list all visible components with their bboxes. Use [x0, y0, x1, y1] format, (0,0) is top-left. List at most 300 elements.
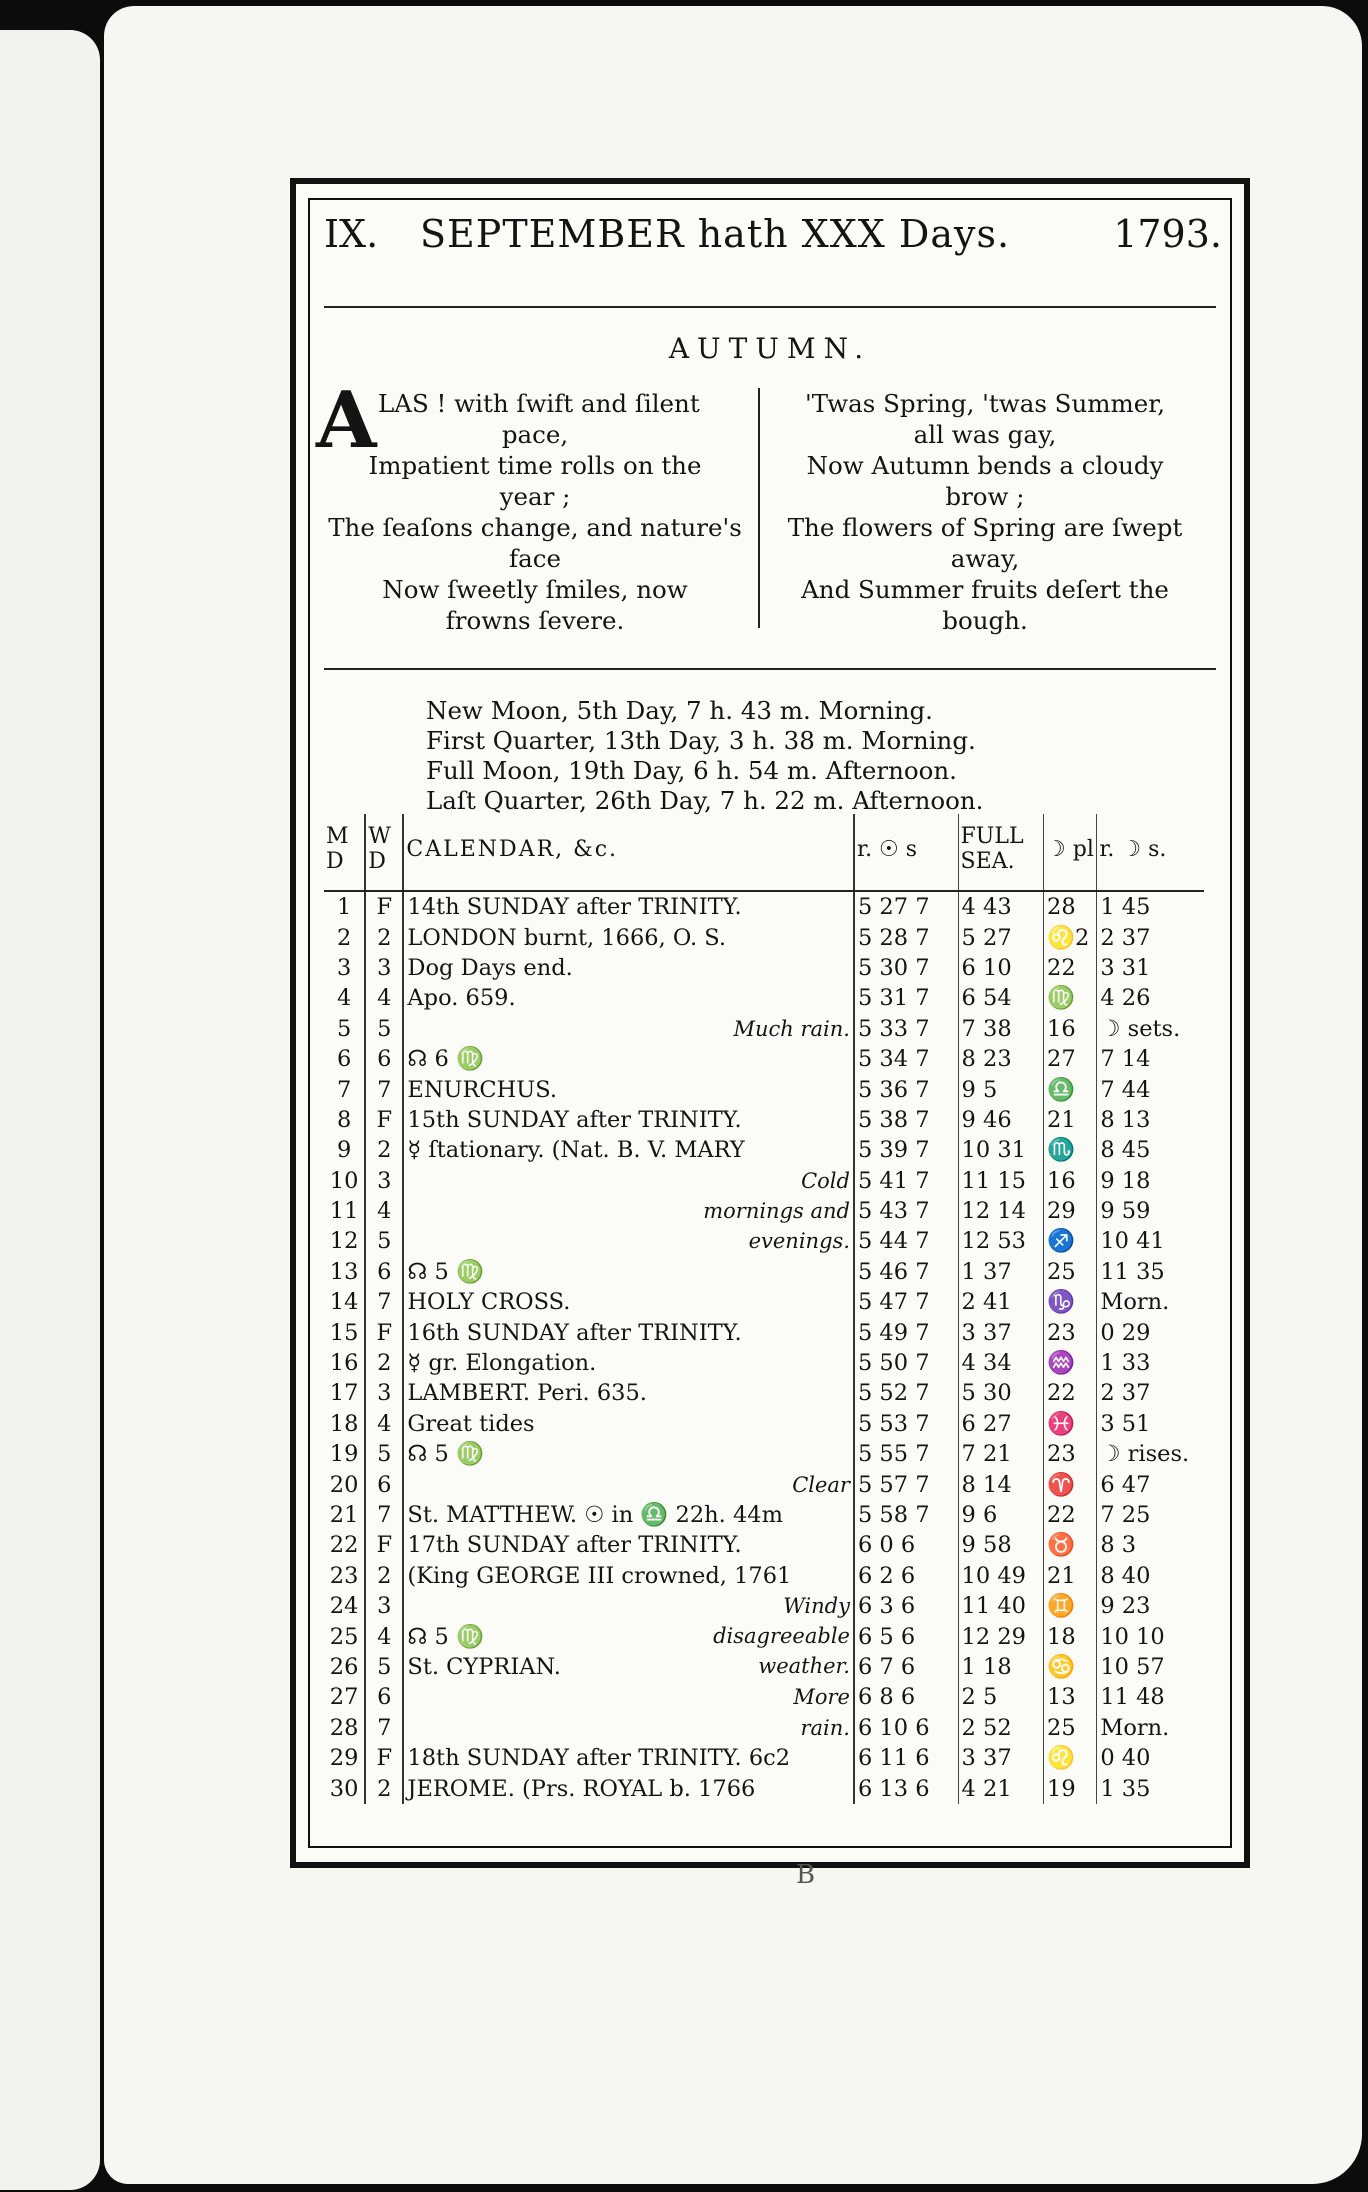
- table-row: [324, 1439, 1204, 1469]
- calendar-entry-cell: [403, 1621, 854, 1651]
- moon-rise-set-cell: 4 26: [1100, 985, 1151, 1012]
- month-day-cell: 20: [324, 1469, 365, 1499]
- sun-rise-set-cell: 5 52 7: [854, 1378, 958, 1408]
- table-row: [324, 983, 1204, 1013]
- sun-rise-set-cell: 5 58 7: [854, 1500, 958, 1530]
- calendar-text: 17th SUNDAY after TRINITY.: [407, 1532, 742, 1559]
- table-row: [324, 1014, 1204, 1044]
- moon-place-cell: ♐: [1044, 1226, 1097, 1256]
- poem-right-line: brow ;: [945, 482, 1025, 511]
- calendar-entry-cell: [403, 922, 854, 952]
- calendar-table: [324, 814, 1204, 1804]
- almanac-page: [104, 6, 1362, 2184]
- calendar-text: LAMBERT. Peri. 635.: [407, 1380, 647, 1407]
- moon-rise-set-cell: ☽ sets.: [1100, 1015, 1181, 1042]
- week-day-cell: 3: [365, 1166, 403, 1196]
- sun-rise-set-cell: 6 10 6: [854, 1713, 958, 1743]
- week-day-cell: F: [365, 891, 403, 922]
- week-day-cell: 6: [365, 1682, 403, 1712]
- sun-rise-set-cell: 5 47 7: [854, 1287, 958, 1317]
- moon-place-cell: ♋: [1044, 1652, 1097, 1682]
- table-row: [324, 1196, 1204, 1226]
- month-number: IX.: [324, 212, 379, 256]
- table-header-row: [324, 814, 1204, 891]
- calendar-entry-cell: [403, 1409, 854, 1439]
- moon-rise-set-cell: 2 37: [1100, 1380, 1151, 1407]
- sun-rise-set-cell: 5 34 7: [854, 1044, 958, 1074]
- month-day-cell: 18: [324, 1409, 365, 1439]
- calendar-entry-cell: [403, 1500, 854, 1530]
- full-sea-cell: 3 37: [958, 1317, 1043, 1347]
- weather-note: evenings.: [748, 1229, 850, 1254]
- moon-place-cell: 23: [1044, 1439, 1097, 1469]
- table-row: [324, 1317, 1204, 1347]
- week-day-cell: 2: [365, 1135, 403, 1165]
- sun-rise-set-cell: 6 8 6: [854, 1682, 958, 1712]
- month-day-cell: 23: [324, 1561, 365, 1591]
- calendar-entry-cell: [403, 1713, 854, 1743]
- full-sea-cell: 2 52: [958, 1713, 1043, 1743]
- poem-dropcap: A: [316, 375, 377, 466]
- full-sea-cell: 9 46: [958, 1105, 1043, 1135]
- poem-right-line: The flowers of Spring are ſwept: [787, 513, 1183, 542]
- calendar-entry-cell: [403, 1105, 854, 1135]
- moon-rise-set-cell: 0 40: [1100, 1745, 1151, 1772]
- month-day-cell: 7: [324, 1074, 365, 1104]
- sun-rise-set-cell: 5 38 7: [854, 1105, 958, 1135]
- full-sea-cell: 8 14: [958, 1469, 1043, 1499]
- calendar-text: ☊ 6 ♍: [407, 1046, 485, 1073]
- calendar-body: [324, 891, 1204, 1804]
- poem-left-line: pace,: [501, 420, 569, 449]
- year: 1793.: [1113, 212, 1222, 256]
- sun-rise-set-cell: 5 43 7: [854, 1196, 958, 1226]
- sun-rise-set-cell: 5 41 7: [854, 1166, 958, 1196]
- full-sea-cell: 1 37: [958, 1257, 1043, 1287]
- full-sea-cell: 6 10: [958, 953, 1043, 983]
- full-sea-cell: 5 30: [958, 1378, 1043, 1408]
- month-day-cell: 14: [324, 1287, 365, 1317]
- header-calendar: CALENDAR, &c.: [403, 814, 854, 891]
- month-day-cell: 29: [324, 1743, 365, 1773]
- month-day-cell: 2: [324, 922, 365, 952]
- moon-place-cell: ♌: [1044, 1743, 1097, 1773]
- calendar-entry-cell: [403, 1135, 854, 1165]
- table-row: [324, 953, 1204, 983]
- sun-rise-set-cell: 5 55 7: [854, 1439, 958, 1469]
- moon-place-cell: 22: [1044, 1378, 1097, 1408]
- moon-place-cell: ♉: [1044, 1530, 1097, 1560]
- calendar-text: 15th SUNDAY after TRINITY.: [407, 1106, 742, 1133]
- table-row: [324, 1500, 1204, 1530]
- week-day-cell: 5: [365, 1652, 403, 1682]
- table-row: [324, 891, 1204, 922]
- calendar-text: Dog Days end.: [407, 954, 573, 981]
- month-title: SEPTEMBER hath XXX Days.: [420, 212, 1011, 256]
- moon-rise-set-cell: 10 41: [1100, 1228, 1165, 1255]
- week-day-cell: 6: [365, 1257, 403, 1287]
- weather-note: disagreeable: [713, 1623, 850, 1648]
- weather-note: Windy: [783, 1594, 850, 1619]
- full-sea-cell: 10 49: [958, 1561, 1043, 1591]
- month-day-cell: 5: [324, 1014, 365, 1044]
- week-day-cell: 5: [365, 1439, 403, 1469]
- poem-left-line: frowns ſevere.: [445, 606, 625, 635]
- full-sea-cell: 6 54: [958, 983, 1043, 1013]
- moon-rise-set-cell: 9 18: [1100, 1167, 1151, 1194]
- moon-place-cell: 28: [1044, 891, 1097, 922]
- week-day-cell: 2: [365, 1561, 403, 1591]
- week-day-cell: 4: [365, 1196, 403, 1226]
- month-day-cell: 21: [324, 1500, 365, 1530]
- table-row: [324, 1773, 1204, 1803]
- moon-rise-set-cell: 8 40: [1100, 1562, 1151, 1589]
- table-row: [324, 1469, 1204, 1499]
- poem-right-line: bough.: [942, 606, 1028, 635]
- week-day-cell: 6: [365, 1044, 403, 1074]
- sun-rise-set-cell: 5 53 7: [854, 1409, 958, 1439]
- week-day-cell: 2: [365, 1348, 403, 1378]
- moon-place-cell: 22: [1044, 953, 1097, 983]
- week-day-cell: 5: [365, 1014, 403, 1044]
- calendar-entry-cell: [403, 1074, 854, 1104]
- table-row: [324, 1074, 1204, 1104]
- sun-rise-set-cell: 5 50 7: [854, 1348, 958, 1378]
- moon-rise-set-cell: 9 59: [1100, 1198, 1151, 1225]
- calendar-entry-cell: [403, 1317, 854, 1347]
- calendar-text: 14th SUNDAY after TRINITY.: [407, 894, 742, 921]
- weather-note: Cold: [801, 1168, 850, 1193]
- poem-divider: [758, 388, 760, 628]
- calendar-entry-cell: [403, 1530, 854, 1560]
- month-day-cell: 17: [324, 1378, 365, 1408]
- moon-rise-set-cell: 11 48: [1100, 1684, 1165, 1711]
- full-sea-cell: 6 27: [958, 1409, 1043, 1439]
- weather-note: weather.: [758, 1653, 850, 1678]
- month-day-cell: 22: [324, 1530, 365, 1560]
- month-day-cell: 10: [324, 1166, 365, 1196]
- calendar-entry-cell: [403, 1591, 854, 1621]
- week-day-cell: 7: [365, 1500, 403, 1530]
- moon-rise-set-cell: 10 10: [1100, 1623, 1165, 1650]
- table-row: [324, 1166, 1204, 1196]
- calendar-entry-cell: [403, 891, 854, 922]
- weather-note: mornings and: [703, 1199, 850, 1224]
- table-row: [324, 1135, 1204, 1165]
- month-day-cell: 19: [324, 1439, 365, 1469]
- week-day-cell: 3: [365, 953, 403, 983]
- moon-place-cell: ♒: [1044, 1348, 1097, 1378]
- month-day-cell: 27: [324, 1682, 365, 1712]
- table-row: [324, 1287, 1204, 1317]
- calendar-entry-cell: [403, 1014, 854, 1044]
- calendar-text: (King GEORGE III crowned, 1761: [407, 1562, 792, 1589]
- month-day-cell: 11: [324, 1196, 365, 1226]
- weather-note: More: [793, 1685, 850, 1710]
- moon-place-cell: 22: [1044, 1500, 1097, 1530]
- month-day-cell: 9: [324, 1135, 365, 1165]
- sun-rise-set-cell: 5 28 7: [854, 922, 958, 952]
- moon-rise-set-cell: 1 45: [1100, 894, 1151, 921]
- moon-rise-set-cell: 8 3: [1100, 1532, 1137, 1559]
- sun-rise-set-cell: 5 30 7: [854, 953, 958, 983]
- sun-rise-set-cell: 5 39 7: [854, 1135, 958, 1165]
- moon-place-cell: ♌2: [1044, 922, 1097, 952]
- calendar-text: ☿ gr. Elongation.: [407, 1350, 597, 1377]
- sun-rise-set-cell: 6 2 6: [854, 1561, 958, 1591]
- moon-place-cell: 29: [1044, 1196, 1097, 1226]
- poem-rule: [324, 668, 1216, 670]
- sun-rise-set-cell: 5 46 7: [854, 1257, 958, 1287]
- full-sea-cell: 4 34: [958, 1348, 1043, 1378]
- table-row: [324, 1257, 1204, 1287]
- full-sea-cell: 8 23: [958, 1044, 1043, 1074]
- calendar-text: ☿ ſtationary. (Nat. B. V. MARY: [407, 1137, 745, 1164]
- moon-rise-set-cell: 3 51: [1100, 1410, 1151, 1437]
- moon-place-cell: ♏: [1044, 1135, 1097, 1165]
- full-sea-cell: 12 29: [958, 1621, 1043, 1651]
- full-sea-cell: 5 27: [958, 922, 1043, 952]
- calendar-entry-cell: [403, 1743, 854, 1773]
- month-day-cell: 1: [324, 891, 365, 922]
- poem-left-line: LAS ! with ſwift and ſilent: [378, 389, 700, 418]
- table-row: [324, 1105, 1204, 1135]
- month-day-cell: 30: [324, 1773, 365, 1803]
- moon-phase-line: New Moon, 5th Day, 7 h. 43 m. Morning.: [426, 696, 933, 725]
- sun-rise-set-cell: 5 49 7: [854, 1317, 958, 1347]
- moon-rise-set-cell: 1 35: [1100, 1775, 1151, 1802]
- header-sun-rise-set: r. ☉ s: [854, 814, 958, 891]
- left-page-edge: [0, 30, 100, 2190]
- poem-right-column: [770, 388, 1200, 636]
- moon-place-cell: ♊: [1044, 1591, 1097, 1621]
- moon-place-cell: ♈: [1044, 1469, 1097, 1499]
- month-day-cell: 4: [324, 983, 365, 1013]
- sun-rise-set-cell: 5 57 7: [854, 1469, 958, 1499]
- moon-rise-set-cell: 11 35: [1100, 1258, 1165, 1285]
- calendar-text: ENURCHUS.: [407, 1076, 558, 1103]
- calendar-entry-cell: [403, 1773, 854, 1803]
- full-sea-cell: 7 21: [958, 1439, 1043, 1469]
- header-week-day: W D: [365, 814, 403, 891]
- moon-place-cell: 13: [1044, 1682, 1097, 1712]
- sun-rise-set-cell: 5 27 7: [854, 891, 958, 922]
- calendar-entry-cell: [403, 1682, 854, 1712]
- poem-right-line: 'Twas Spring, 'twas Summer,: [804, 389, 1166, 418]
- moon-rise-set-cell: ☽ rises.: [1100, 1441, 1190, 1468]
- sun-rise-set-cell: 5 36 7: [854, 1074, 958, 1104]
- header-moon-place: ☽ pl: [1044, 814, 1097, 891]
- calendar-entry-cell: [403, 1044, 854, 1074]
- calendar-text: St. CYPRIAN.: [407, 1653, 561, 1680]
- sun-rise-set-cell: 6 5 6: [854, 1621, 958, 1651]
- sun-rise-set-cell: 5 31 7: [854, 983, 958, 1013]
- calendar-entry-cell: [403, 1378, 854, 1408]
- poem-right-line: Now Autumn bends a cloudy: [806, 451, 1164, 480]
- full-sea-cell: 9 5: [958, 1074, 1043, 1104]
- full-sea-cell: 10 31: [958, 1135, 1043, 1165]
- moon-place-cell: 21: [1044, 1105, 1097, 1135]
- calendar-entry-cell: [403, 1439, 854, 1469]
- month-day-cell: 8: [324, 1105, 365, 1135]
- calendar-text: Great tides: [407, 1410, 535, 1437]
- calendar-frame: [290, 178, 1250, 1868]
- week-day-cell: 5: [365, 1226, 403, 1256]
- table-row: [324, 1044, 1204, 1074]
- calendar-entry-cell: [403, 1226, 854, 1256]
- table-row: [324, 1743, 1204, 1773]
- full-sea-cell: 12 14: [958, 1196, 1043, 1226]
- moon-rise-set-cell: 10 57: [1100, 1653, 1165, 1680]
- week-day-cell: F: [365, 1317, 403, 1347]
- moon-rise-set-cell: 3 31: [1100, 954, 1151, 981]
- full-sea-cell: 2 5: [958, 1682, 1043, 1712]
- moon-place-cell: 18: [1044, 1621, 1097, 1651]
- month-day-cell: 28: [324, 1713, 365, 1743]
- poem-left-line: Now ſweetly ſmiles, now: [382, 575, 688, 604]
- moon-rise-set-cell: 0 29: [1100, 1319, 1151, 1346]
- moon-place-cell: ♓: [1044, 1409, 1097, 1439]
- season-title: AUTUMN.: [668, 332, 872, 365]
- table-row: [324, 1348, 1204, 1378]
- calendar-entry-cell: [403, 1469, 854, 1499]
- sun-rise-set-cell: 5 44 7: [854, 1226, 958, 1256]
- sun-rise-set-cell: 6 7 6: [854, 1652, 958, 1682]
- calendar-entry-cell: [403, 953, 854, 983]
- poem-right-line: all was gay,: [913, 420, 1057, 449]
- header-month-day: M D: [324, 814, 365, 891]
- poem-left-line: year ;: [499, 482, 571, 511]
- table-row: [324, 922, 1204, 952]
- sun-rise-set-cell: 6 11 6: [854, 1743, 958, 1773]
- moon-place-cell: 16: [1044, 1014, 1097, 1044]
- week-day-cell: 3: [365, 1378, 403, 1408]
- full-sea-cell: 11 15: [958, 1166, 1043, 1196]
- moon-place-cell: 23: [1044, 1317, 1097, 1347]
- full-sea-cell: 4 43: [958, 891, 1043, 922]
- calendar-text: LONDON burnt, 1666, O. S.: [407, 924, 727, 951]
- moon-rise-set-cell: 7 14: [1100, 1046, 1151, 1073]
- full-sea-cell: 12 53: [958, 1226, 1043, 1256]
- poem-right-line: away,: [950, 544, 1020, 573]
- calendar-entry-cell: [403, 1257, 854, 1287]
- week-day-cell: 4: [365, 1621, 403, 1651]
- moon-rise-set-cell: 8 13: [1100, 1106, 1151, 1133]
- poem-left-line: face: [509, 544, 561, 573]
- week-day-cell: 7: [365, 1074, 403, 1104]
- calendar-entry-cell: [403, 983, 854, 1013]
- moon-rise-set-cell: Morn.: [1100, 1714, 1170, 1741]
- moon-phase-line: Laſt Quarter, 26th Day, 7 h. 22 m. Afternoon.: [426, 786, 984, 815]
- month-day-cell: 15: [324, 1317, 365, 1347]
- moon-place-cell: 25: [1044, 1713, 1097, 1743]
- week-day-cell: 6: [365, 1469, 403, 1499]
- week-day-cell: 4: [365, 983, 403, 1013]
- moon-rise-set-cell: 2 37: [1100, 924, 1151, 951]
- header-full-sea: FULL SEA.: [958, 814, 1043, 891]
- week-day-cell: 4: [365, 1409, 403, 1439]
- calendar-text: ☊ 5 ♍: [407, 1623, 485, 1650]
- table-row: [324, 1409, 1204, 1439]
- moon-rise-set-cell: 6 47: [1100, 1471, 1151, 1498]
- sun-rise-set-cell: 6 3 6: [854, 1591, 958, 1621]
- calendar-text: JEROME. (Prs. ROYAL b. 1766: [407, 1775, 756, 1802]
- moon-rise-set-cell: 9 23: [1100, 1593, 1151, 1620]
- poem-left-column: [320, 388, 750, 636]
- week-day-cell: 3: [365, 1591, 403, 1621]
- calendar-text: Apo. 659.: [407, 985, 516, 1012]
- sun-rise-set-cell: 6 0 6: [854, 1530, 958, 1560]
- moon-place-cell: ♎: [1044, 1074, 1097, 1104]
- moon-place-cell: ♍: [1044, 983, 1097, 1013]
- calendar-text: 18th SUNDAY after TRINITY. 6c2: [407, 1745, 791, 1772]
- calendar-text: 16th SUNDAY after TRINITY.: [407, 1319, 742, 1346]
- table-row: [324, 1713, 1204, 1743]
- moon-phase-line: Full Moon, 19th Day, 6 h. 54 m. Afternoon.: [426, 756, 957, 785]
- moon-rise-set-cell: 7 25: [1100, 1502, 1151, 1528]
- moon-place-cell: ♑: [1044, 1287, 1097, 1317]
- moon-rise-set-cell: 8 45: [1100, 1137, 1151, 1164]
- full-sea-cell: 11 40: [958, 1591, 1043, 1621]
- table-row: [324, 1378, 1204, 1408]
- month-day-cell: 3: [324, 953, 365, 983]
- full-sea-cell: 1 18: [958, 1652, 1043, 1682]
- month-day-cell: 6: [324, 1044, 365, 1074]
- poem-right-line: And Summer fruits deſert the: [801, 575, 1169, 604]
- sun-rise-set-cell: 6 13 6: [854, 1773, 958, 1803]
- weather-note: Much rain.: [733, 1016, 850, 1041]
- week-day-cell: 2: [365, 922, 403, 952]
- full-sea-cell: 7 38: [958, 1014, 1043, 1044]
- poem-left-line: The ſeaſons change, and nature's: [328, 513, 742, 542]
- table-row: [324, 1621, 1204, 1651]
- full-sea-cell: 4 21: [958, 1773, 1043, 1803]
- calendar-entry-cell: [403, 1166, 854, 1196]
- month-day-cell: 13: [324, 1257, 365, 1287]
- table-row: [324, 1682, 1204, 1712]
- calendar-entry-cell: [403, 1196, 854, 1226]
- table-row: [324, 1226, 1204, 1256]
- full-sea-cell: 9 6: [958, 1500, 1043, 1530]
- weather-note: rain.: [800, 1715, 850, 1740]
- week-day-cell: F: [365, 1530, 403, 1560]
- calendar-entry-cell: [403, 1652, 854, 1682]
- calendar-text: ☊ 5 ♍: [407, 1258, 485, 1285]
- moon-place-cell: 19: [1044, 1773, 1097, 1803]
- month-day-cell: 25: [324, 1621, 365, 1651]
- moon-rise-set-cell: Morn.: [1100, 1289, 1170, 1316]
- poem-left-line: Impatient time rolls on the: [368, 451, 702, 480]
- table-row: [324, 1530, 1204, 1560]
- calendar-text: St. MATTHEW. ☉ in ♎ 22h. 44m: [407, 1502, 783, 1528]
- calendar-text: HOLY CROSS.: [407, 1289, 571, 1316]
- moon-place-cell: 21: [1044, 1561, 1097, 1591]
- week-day-cell: F: [365, 1743, 403, 1773]
- full-sea-cell: 2 41: [958, 1287, 1043, 1317]
- moon-rise-set-cell: 7 44: [1100, 1076, 1151, 1103]
- sun-rise-set-cell: 5 33 7: [854, 1014, 958, 1044]
- table-row: [324, 1561, 1204, 1591]
- week-day-cell: 2: [365, 1773, 403, 1803]
- month-day-cell: 24: [324, 1591, 365, 1621]
- header-rule: [324, 306, 1216, 308]
- month-day-cell: 26: [324, 1652, 365, 1682]
- calendar-entry-cell: [403, 1287, 854, 1317]
- moon-place-cell: 27: [1044, 1044, 1097, 1074]
- calendar-entry-cell: [403, 1348, 854, 1378]
- calendar-entry-cell: [403, 1561, 854, 1591]
- page-signature: B: [796, 1860, 816, 1890]
